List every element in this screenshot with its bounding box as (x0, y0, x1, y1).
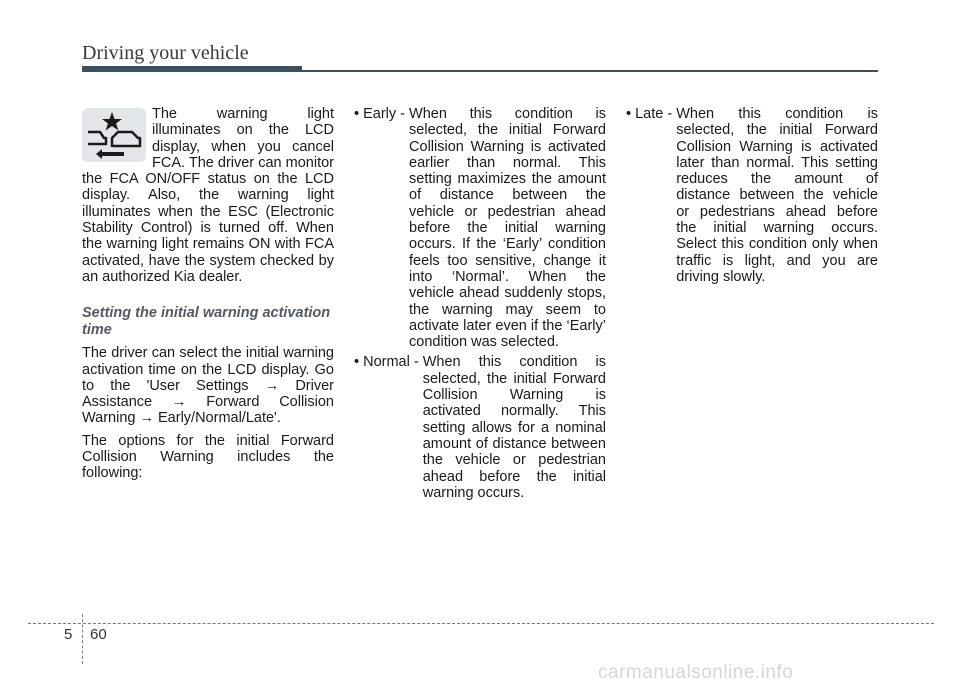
section-title: Driving your vehicle (82, 42, 249, 64)
option-normal (354, 354, 606, 501)
watermark: carmanualsonline.info (598, 662, 794, 683)
option-early (354, 106, 606, 350)
column-right (626, 106, 878, 289)
column-left (82, 106, 334, 488)
option-late (626, 106, 878, 285)
option-label: • Normal - (354, 354, 423, 371)
footer-rule (28, 623, 934, 624)
header-bar-thick (82, 66, 302, 72)
option-description: When this condition is selected, the initial Forward Collision Warning is activated later than normal. This setting reduces the amount of distance between the vehicle or pedestrians ahead before the initial warning occurs. Select this condition only when traffic is light, and you are driving slowly. (676, 106, 878, 285)
header-rule (302, 70, 878, 72)
options-intro: The options for the initial Forward Collision Warning includes the following: (82, 432, 334, 482)
option-label: • Late - (626, 106, 677, 122)
fca-warning-light-icon (82, 108, 146, 162)
column-middle (354, 106, 606, 505)
option-label: • Early - (354, 106, 410, 122)
chapter-number: 5 (64, 626, 73, 643)
page-number: 60 (90, 626, 107, 643)
option-description: When this condition is selected, the initial Forward Collision Warning is activated earlier than normal. This setting maximizes the amount of distance between the vehicle or pedestrian ahead before the initial warning occurs. If the ‘Early’ condition feels too sensitive, change it into ‘Normal’. When the vehicle ahead suddenly stops, the warning may seem to activate later even if the ‘Early’ condition was selected. (409, 106, 606, 351)
footer-divider (82, 614, 83, 664)
warning-light-description: The warning light illuminates on the LCD display, when you cancel FCA. The driver can monitor the FCA ON/OFF status on the LCD display. Also, the warning light illuminates when the ESC (Electronic Stability Control) is turned off. When the warning light remains ON with FCA activated, have the system checked by an authorized Kia dealer. (82, 106, 334, 285)
setting-instructions: The driver can select the initial warning activation time on the LCD display. Go to the 'User Settings → Driver Assistance → Forward Collision Warning → Early/Normal/Late'. (82, 345, 334, 427)
option-description: When this condition is selected, the initial Forward Collision Warning is activated normally. This setting allows for a nominal amount of distance between the vehicle or pedestrian ahead before the initial warning occurs. (422, 354, 606, 501)
section-heading: Setting the initial warning activation time (82, 305, 331, 339)
